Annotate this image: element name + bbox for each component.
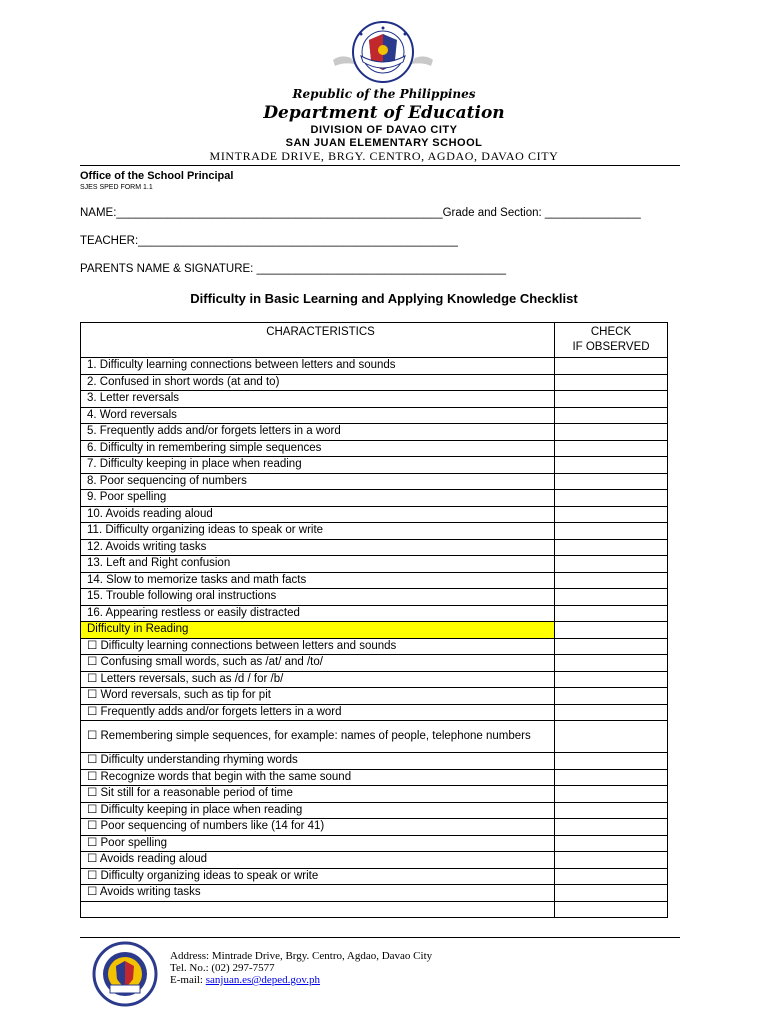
row-label: 4. Word reversals	[81, 407, 555, 424]
check-cell[interactable]	[555, 819, 668, 836]
table-row	[81, 440, 668, 457]
table-row	[81, 786, 668, 803]
row-label: 8. Poor sequencing of numbers	[81, 473, 555, 490]
row-label: ☐ Difficulty keeping in place when reading	[81, 802, 555, 819]
table-row-empty	[81, 901, 668, 918]
table-row	[81, 490, 668, 507]
check-cell[interactable]	[555, 622, 668, 639]
check-cell[interactable]	[555, 457, 668, 474]
division-label: DIVISION OF DAVAO CITY	[310, 124, 458, 136]
name-label: NAME:___________________________________________________	[80, 207, 443, 219]
table-row	[81, 391, 668, 408]
check-cell[interactable]	[555, 638, 668, 655]
row-label: 9. Poor spelling	[81, 490, 555, 507]
row-label: 16. Appearing restless or easily distracted	[81, 605, 555, 622]
table-row	[81, 473, 668, 490]
check-cell[interactable]	[555, 589, 668, 606]
row-label: 5. Frequently adds and/or forgets letters in a word	[81, 424, 555, 441]
checklist-title: Difficulty in Basic Learning and Applying Knowledge Checklist	[190, 291, 578, 306]
characteristics-header: CHARACTERISTICS	[81, 323, 555, 358]
footer-address: Address: Mintrade Drive, Brgy. Centro, Agdao, Davao City	[170, 950, 433, 962]
row-label: ☐ Difficulty learning connections between letters and sounds	[81, 638, 555, 655]
check-cell[interactable]	[555, 688, 668, 705]
row-label: 12. Avoids writing tasks	[81, 539, 555, 556]
check-cell[interactable]	[555, 868, 668, 885]
parents-field[interactable]: PARENTS NAME & SIGNATURE: _______________________________________	[80, 263, 507, 275]
row-label: ☐ Frequently adds and/or forgets letters in a word	[81, 704, 555, 721]
table-row	[81, 523, 668, 540]
row-label: ☐ Letters reversals, such as /d / for /b/	[81, 671, 555, 688]
check-cell[interactable]	[555, 655, 668, 672]
row-label: ☐ Poor sequencing of numbers like (14 for 41)	[81, 819, 555, 836]
check-cell[interactable]	[555, 885, 668, 902]
row-label: ☐ Remembering simple sequences, for example: names of people, telephone numbers	[81, 721, 555, 753]
form-code: SJES SPED FORM 1.1	[80, 184, 153, 191]
table-row	[81, 424, 668, 441]
check-cell[interactable]	[555, 835, 668, 852]
row-label: 7. Difficulty keeping in place when reading	[81, 457, 555, 474]
email-link[interactable]: sanjuan.es@deped.gov.ph	[205, 974, 320, 986]
check-cell[interactable]	[555, 490, 668, 507]
row-label: ☐ Difficulty organizing ideas to speak or write	[81, 868, 555, 885]
check-cell[interactable]	[555, 753, 668, 770]
office-label: Office of the School Principal	[80, 170, 234, 182]
table-row	[81, 868, 668, 885]
footer-email: E-mail: sanjuan.es@deped.gov.ph	[170, 974, 320, 986]
table-row	[81, 506, 668, 523]
republic-label: Republic of the Philippines	[292, 87, 476, 101]
row-label: 14. Slow to memorize tasks and math facts	[81, 572, 555, 589]
table-row	[81, 556, 668, 573]
check-cell[interactable]	[555, 539, 668, 556]
check-cell[interactable]	[555, 407, 668, 424]
row-label: 11. Difficulty organizing ideas to speak or write	[81, 523, 555, 540]
grade-label: Grade and Section: _______________	[442, 207, 641, 219]
check-cell[interactable]	[555, 605, 668, 622]
row-label: ☐ Confusing small words, such as /at/ and /to/	[81, 655, 555, 672]
row-label: ☐ Poor spelling	[81, 835, 555, 852]
row-label: ☐ Sit still for a reasonable period of time	[81, 786, 555, 803]
table-row	[81, 769, 668, 786]
table-header-row	[81, 323, 668, 358]
table-row	[81, 457, 668, 474]
check-cell[interactable]	[555, 440, 668, 457]
table-row	[81, 802, 668, 819]
row-label: ☐ Word reversals, such as tip for pit	[81, 688, 555, 705]
table-row	[81, 835, 668, 852]
table-row	[81, 885, 668, 902]
header-divider	[80, 165, 680, 166]
row-label: 10. Avoids reading aloud	[81, 506, 555, 523]
school-address: MINTRADE DRIVE, BRGY. CENTRO, AGDAO, DAVAO CITY	[209, 149, 559, 163]
check-cell[interactable]	[555, 901, 668, 918]
teacher-field[interactable]: TEACHER:__________________________________________________	[80, 235, 458, 247]
table-row	[81, 638, 668, 655]
table-row	[81, 605, 668, 622]
table-row	[81, 539, 668, 556]
checklist-table	[80, 322, 668, 918]
department-label: Department of Education	[263, 103, 505, 123]
check-cell[interactable]	[555, 391, 668, 408]
table-row	[81, 374, 668, 391]
row-label: ☐ Avoids writing tasks	[81, 885, 555, 902]
table-row	[81, 358, 668, 375]
check-cell[interactable]	[555, 374, 668, 391]
table-row	[81, 721, 668, 753]
check-cell[interactable]	[555, 523, 668, 540]
table-row	[81, 671, 668, 688]
check-header: CHECK IF OBSERVED	[555, 323, 668, 358]
check-cell[interactable]	[555, 358, 668, 375]
check-cell[interactable]	[555, 721, 668, 753]
table-row	[81, 753, 668, 770]
check-cell[interactable]	[555, 556, 668, 573]
check-cell[interactable]	[555, 704, 668, 721]
table-row	[81, 819, 668, 836]
row-label: 1. Difficulty learning connections between letters and sounds	[81, 358, 555, 375]
row-label: ☐ Difficulty understanding rhyming words	[81, 753, 555, 770]
row-label: ☐ Avoids reading aloud	[81, 852, 555, 869]
check-cell[interactable]	[555, 671, 668, 688]
check-cell[interactable]	[555, 852, 668, 869]
name-field[interactable]	[80, 207, 641, 219]
check-cell[interactable]	[555, 572, 668, 589]
table-row	[81, 852, 668, 869]
row-label: 2. Confused in short words (at and to)	[81, 374, 555, 391]
school-seal-icon	[92, 941, 158, 1007]
school-label: SAN JUAN ELEMENTARY SCHOOL	[285, 137, 483, 149]
check-cell[interactable]	[555, 506, 668, 523]
table-row	[81, 572, 668, 589]
check-cell[interactable]	[555, 424, 668, 441]
deped-seal-icon	[331, 20, 435, 84]
section-row-reading	[81, 622, 668, 639]
check-cell[interactable]	[555, 786, 668, 803]
footer-divider	[80, 937, 680, 938]
check-cell[interactable]	[555, 473, 668, 490]
table-row	[81, 407, 668, 424]
row-label: 15. Trouble following oral instructions	[81, 589, 555, 606]
table-row	[81, 589, 668, 606]
footer-tel: Tel. No.: (02) 297-7577	[170, 962, 275, 974]
row-label: ☐ Recognize words that begin with the same sound	[81, 769, 555, 786]
check-cell[interactable]	[555, 802, 668, 819]
table-row	[81, 688, 668, 705]
row-label: 13. Left and Right confusion	[81, 556, 555, 573]
row-label: 6. Difficulty in remembering simple sequences	[81, 440, 555, 457]
table-row	[81, 655, 668, 672]
table-row	[81, 704, 668, 721]
section-label: Difficulty in Reading	[81, 622, 555, 639]
check-cell[interactable]	[555, 769, 668, 786]
row-label: 3. Letter reversals	[81, 391, 555, 408]
empty-cell[interactable]	[81, 901, 555, 918]
